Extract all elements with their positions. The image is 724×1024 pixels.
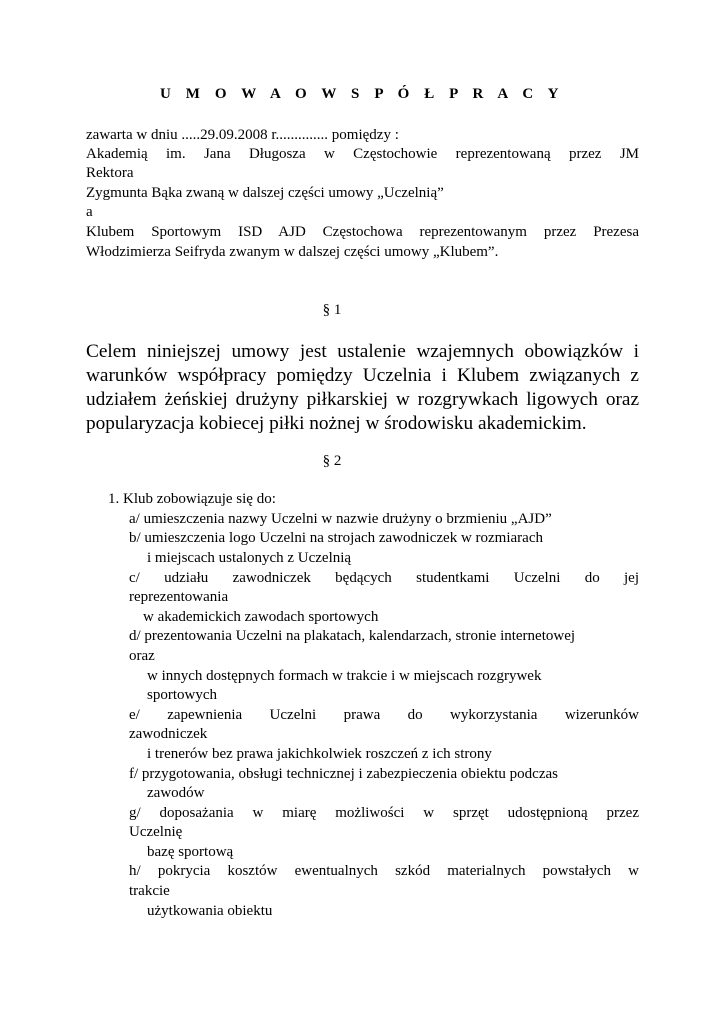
list-item-f-cont: zawodów	[147, 785, 205, 801]
section-1-line: Celem niniejszej umowy jest ustalenie wzajemnych obowiązków i	[86, 341, 639, 362]
list-item-c-cont: w akademickich zawodach sportowych	[143, 609, 379, 625]
list-item-g-cont: Uczelnię	[129, 824, 183, 840]
list-item-a: a/ umieszczenia nazwy Uczelni w nazwie drużyny o brzmieniu „AJD”	[129, 511, 552, 527]
list-item-h: h/ pokrycia kosztów ewentualnych szkód materialnych powstałych w	[129, 863, 639, 879]
section-2-heading: § 2	[322, 453, 342, 469]
header-line-president: Włodzimierza Seifryda zwanym w dalszej części umowy „Klubem”.	[86, 244, 499, 260]
list-item-g: g/ doposażania w miarę możliwości w sprzęt udostępnioną przez	[129, 805, 639, 821]
list-item-h-cont: użytkowania obiektu	[147, 903, 273, 919]
header-line-date: zawarta w dniu .....29.09.2008 r.............. pomiędzy :	[86, 127, 399, 143]
section-1-line: udziałem żeńskiej drużyny piłkarskiej w rozgrywkach ligowych oraz	[86, 389, 639, 410]
list-item-d-cont: w innych dostępnych formach w trakcie i w miejscach rozgrywek	[147, 668, 542, 684]
list-item-e-cont: zawodniczek	[129, 726, 208, 742]
section-1-heading: § 1	[322, 302, 342, 318]
document-title: U M O W A O W S P Ó Ł P R A C Y	[159, 86, 565, 102]
header-line-and: a	[86, 204, 93, 220]
list-item-f: f/ przygotowania, obsługi technicznej i zabezpieczenia obiektu podczas	[129, 766, 558, 782]
list-item-e: e/ zapewnienia Uczelni prawa do wykorzystania wizerunków	[129, 707, 639, 723]
header-line-academy: Akademią im. Jana Długosza w Częstochowie reprezentowaną przez JM	[86, 146, 639, 162]
section-1-line: popularyzacja kobiecej piłki nożnej w środowisku akademickim.	[86, 413, 587, 434]
list-item-g-cont: bazę sportową	[147, 844, 234, 860]
list-item-d-cont: oraz	[129, 648, 155, 664]
header-line-club: Klubem Sportowym ISD AJD Częstochowa reprezentowanym przez Prezesa	[86, 224, 639, 240]
list-item-1: 1. Klub zobowiązuje się do:	[108, 491, 276, 507]
list-item-b: b/ umieszczenia logo Uczelni na strojach zawodniczek w rozmiarach	[129, 530, 543, 546]
header-line-university: Zygmunta Bąka zwaną w dalszej części umowy „Uczelnią”	[86, 185, 444, 201]
list-item-d-cont: sportowych	[147, 687, 217, 703]
list-item-c-cont: reprezentowania	[129, 589, 229, 605]
list-item-h-cont: trakcie	[129, 883, 170, 899]
section-1-line: warunków współpracy pomiędzy Uczelnia i Klubem związanych z	[86, 365, 639, 386]
list-item-b-cont: i miejscach ustalonych z Uczelnią	[147, 550, 352, 566]
list-item-c: c/ udziału zawodniczek będących studentkami Uczelni do jej	[129, 570, 639, 586]
header-line-rector: Rektora	[86, 165, 134, 181]
list-item-e-cont: i trenerów bez prawa jakichkolwiek roszczeń z ich strony	[147, 746, 492, 762]
list-item-d: d/ prezentowania Uczelni na plakatach, kalendarzach, stronie internetowej	[129, 628, 576, 644]
